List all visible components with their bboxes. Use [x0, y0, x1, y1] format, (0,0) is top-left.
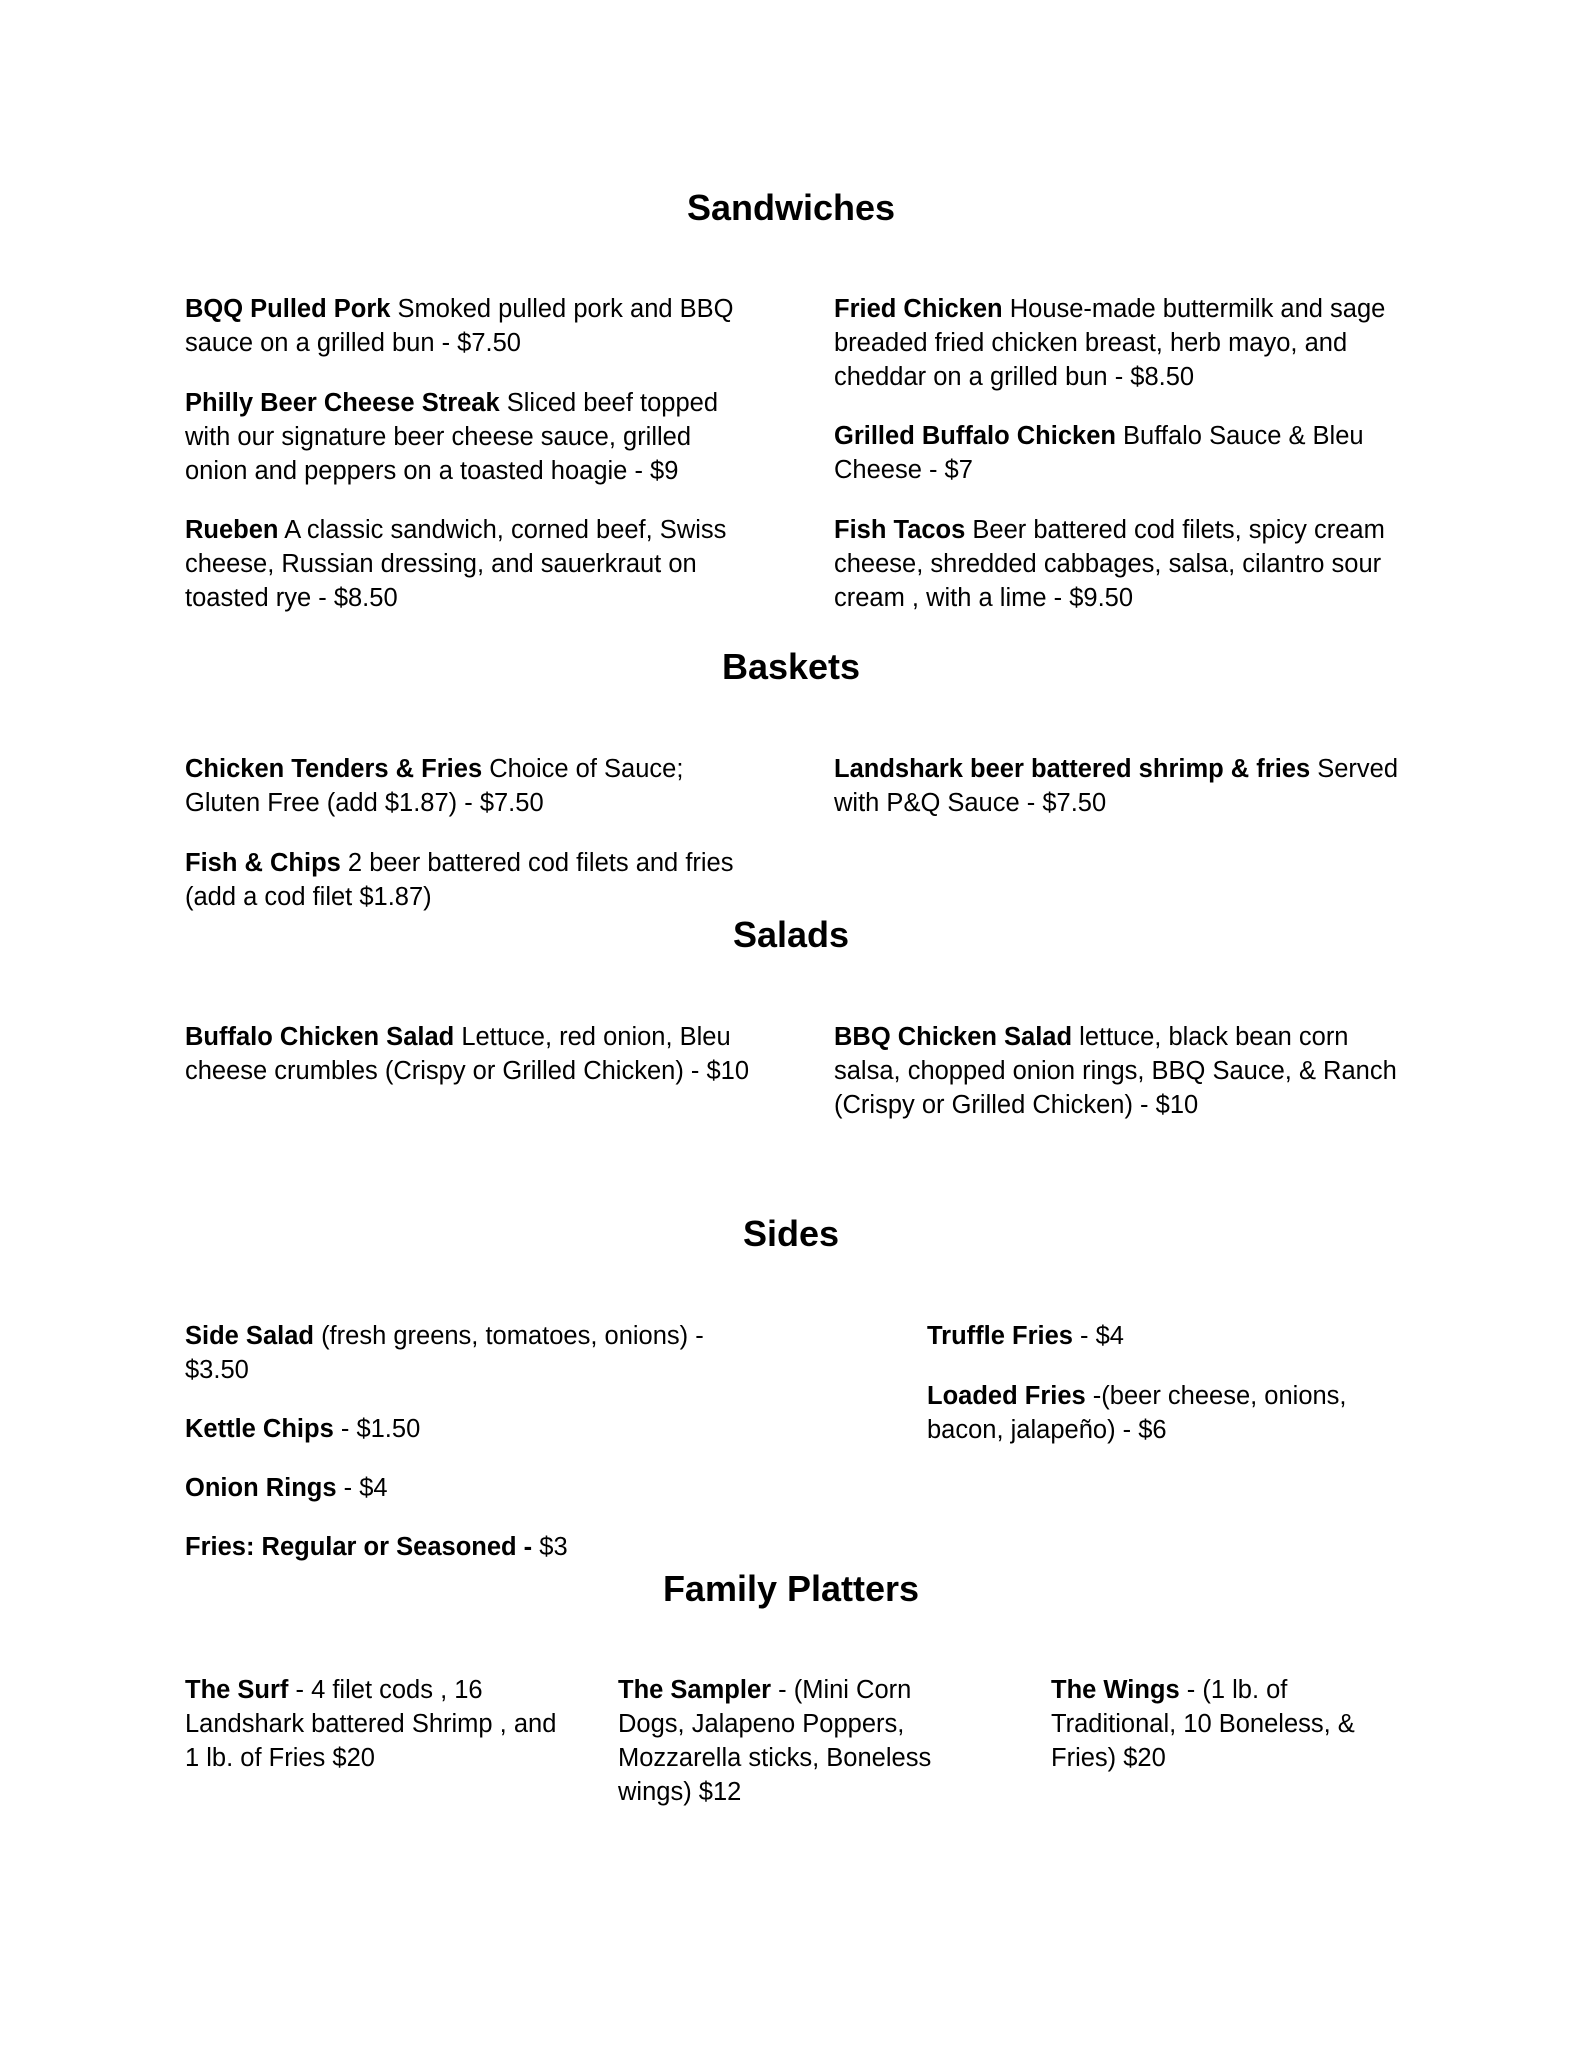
item-description: Sliced beef topped with our signature beer cheese sauce, grilled onion and peppers on a toasted hoagie - $9	[185, 389, 719, 485]
menu-item-buffalo-chicken-salad	[185, 1020, 755, 1088]
menu-item-kettle-chips	[185, 1412, 755, 1446]
item-description: - $4	[336, 1474, 388, 1502]
item-description: - (Mini Corn Dogs, Jalapeno Poppers, Mozzarella sticks, Boneless wings) $12	[618, 1676, 932, 1806]
menu-item-onion-rings	[185, 1471, 755, 1505]
item-description: - (1 lb. of Traditional, 10 Boneless, & Fries) $20	[1051, 1676, 1355, 1772]
menu-item-the-sampler	[618, 1673, 956, 1809]
section-heading-baskets: Baskets	[721, 646, 861, 687]
menu-item-truffle-fries	[927, 1319, 1387, 1353]
item-description: Lettuce, red onion, Bleu cheese crumbles (Crispy or Grilled Chicken) - $10	[185, 1023, 750, 1085]
menu-item-chicken-tenders-fries	[185, 752, 755, 820]
item-name: Onion Rings	[185, 1474, 337, 1502]
menu-item-bbq-chicken-salad	[834, 1020, 1414, 1122]
item-description: lettuce, black bean corn salsa, chopped onion rings, BBQ Sauce, & Ranch (Crispy or Grilled Chicken) - $10	[834, 1023, 1397, 1119]
item-description: - 4 filet cods , 16 Landshark battered Shrimp , and 1 lb. of Fries $20	[185, 1676, 557, 1772]
item-name: The Surf	[185, 1676, 289, 1704]
item-name: Landshark beer battered shrimp & fries	[834, 755, 1311, 783]
section-heading-sandwiches: Sandwiches	[686, 187, 896, 228]
item-name: Truffle Fries	[927, 1322, 1073, 1350]
item-name: The Wings	[1051, 1676, 1180, 1704]
item-name: Fish & Chips	[185, 849, 341, 877]
item-description: (fresh greens, tomatoes, onions) - $3.50	[185, 1322, 704, 1384]
item-description: House-made buttermilk and sage breaded fried chicken breast, herb mayo, and cheddar on a grilled bun - $8.50	[834, 295, 1386, 391]
menu-item-landshark-shrimp-fries	[834, 752, 1414, 820]
item-name: Loaded Fries	[927, 1382, 1086, 1410]
item-name: Buffalo Chicken Salad	[185, 1023, 455, 1051]
item-name: The Sampler	[618, 1676, 772, 1704]
menu-item-fried-chicken	[834, 292, 1414, 394]
menu-item-bqq-pulled-pork	[185, 292, 755, 360]
section-heading-family-platters: Family Platters	[662, 1568, 920, 1609]
item-description: Beer battered cod filets, spicy cream cheese, shredded cabbages, salsa, cilantro sour cream , with a lime - $9.50	[834, 516, 1385, 612]
item-name: Kettle Chips	[185, 1415, 334, 1443]
item-name: Fried Chicken	[834, 295, 1003, 323]
item-description: $3	[532, 1533, 568, 1561]
item-name: Side Salad	[185, 1322, 314, 1350]
item-description: Smoked pulled pork and BBQ sauce on a grilled bun - $7.50	[185, 295, 734, 357]
item-name: Fish Tacos	[834, 516, 966, 544]
section-heading-salads: Salads	[732, 914, 850, 955]
item-name: Grilled Buffalo Chicken	[834, 422, 1116, 450]
item-description: Buffalo Sauce & Bleu Cheese - $7	[834, 422, 1364, 484]
menu-item-rueben	[185, 513, 755, 615]
menu-item-the-wings	[1051, 1673, 1401, 1775]
item-description: - $4	[1072, 1322, 1124, 1350]
item-description: 2 beer battered cod filets and fries (add a cod filet $1.87)	[185, 849, 734, 911]
item-description: A classic sandwich, corned beef, Swiss cheese, Russian dressing, and sauerkraut on toasted rye - $8.50	[185, 516, 727, 612]
menu-item-grilled-buffalo-chicken	[834, 419, 1414, 487]
item-name: Chicken Tenders & Fries	[185, 755, 483, 783]
menu-item-loaded-fries	[927, 1379, 1387, 1447]
item-description: - $1.50	[333, 1415, 421, 1443]
item-name: BQQ Pulled Pork	[185, 295, 391, 323]
item-name: Philly Beer Cheese Streak	[185, 389, 500, 417]
menu-item-philly-beer-cheese-streak	[185, 386, 755, 488]
item-name: BBQ Chicken Salad	[834, 1023, 1073, 1051]
menu-item-fish-tacos	[834, 513, 1414, 615]
item-description: -(beer cheese, onions, bacon, jalapeño) - $6	[927, 1382, 1347, 1444]
section-heading-sides: Sides	[742, 1213, 840, 1254]
menu-item-the-surf	[185, 1673, 565, 1775]
item-name: Fries: Regular or Seasoned -	[185, 1533, 533, 1561]
item-name: Rueben	[185, 516, 279, 544]
menu-item-side-salad	[185, 1319, 755, 1387]
menu-item-fries-regular-seasoned	[185, 1530, 755, 1564]
item-description: Served with P&Q Sauce - $7.50	[834, 755, 1399, 817]
menu-item-fish-chips	[185, 846, 755, 914]
item-description: Choice of Sauce; Gluten Free (add $1.87) - $7.50	[185, 755, 684, 817]
